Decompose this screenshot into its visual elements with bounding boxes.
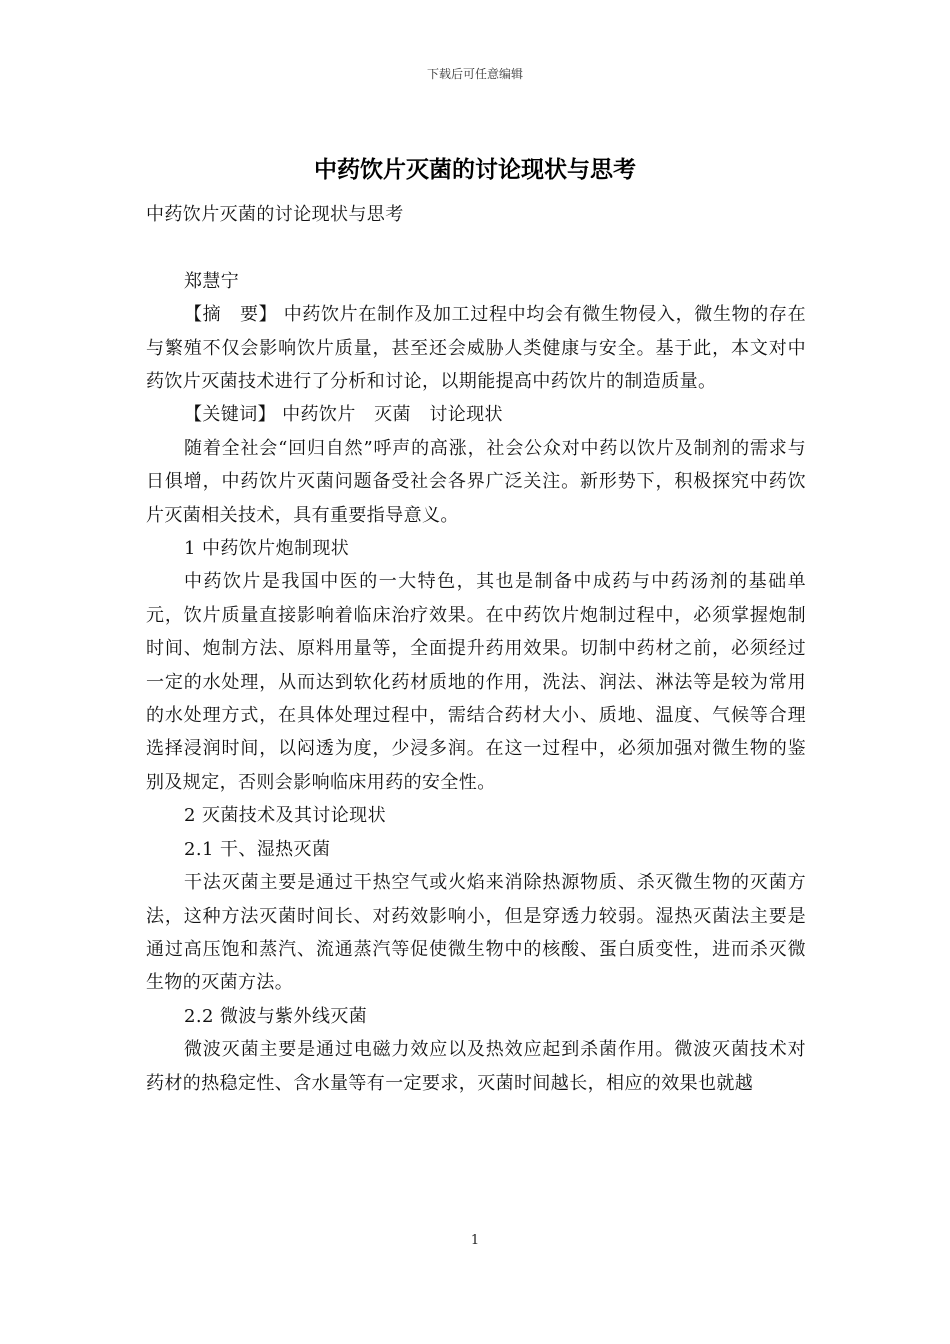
section-2-heading: 2 灭菌技术及其讨论现状 xyxy=(184,805,386,827)
document-body xyxy=(146,198,806,1100)
document-title: 中药饮片灭菌的讨论现状与思考 xyxy=(314,156,636,183)
section-2-2-heading: 2.2 微波与紫外线灭菌 xyxy=(184,1005,368,1027)
keywords-line: 【关键词】 中药饮片 灭菌 讨论现状 xyxy=(184,404,503,426)
section-1-paragraph: 中药饮片是我国中医的一大特色，其也是制备中成药与中药汤剂的基础单元，饮片质量直接影响着临床治疗效果。在中药饮片炮制过程中，必须掌握炮制时间、炮制方法、原料用量等，全面提升药用效果。切制中药材之前，必须经过一定的水处理，从而达到软化药材质地的作用，洗法、润法、淋法等是较为常用的水处理方式，在具体处理过程中，需结合药材大小、质地、温度、气候等合理选择浸润时间，以闷透为度，少浸多润。在这一过程中，必须加强对微生物的鉴别及规定，否则会影响临床用药的安全性。 xyxy=(146,571,806,793)
section-2-2-paragraph: 微波灭菌主要是通过电磁力效应以及热效应起到杀菌作用。微波灭菌技术对药材的热稳定性、含水量等有一定要求，灭菌时间越长，相应的效果也就越 xyxy=(146,1039,806,1094)
intro-paragraph: 随着全社会“回归自然”呼声的高涨，社会公众对中药以饮片及制剂的需求与日俱增，中药饮片灭菌问题备受社会各界广泛关注。新形势下，积极探究中药饮片灭菌相关技术，具有重要指导意义。 xyxy=(146,437,806,526)
section-1-heading: 1 中药饮片炮制现状 xyxy=(184,538,350,560)
author-name: 郑慧宁 xyxy=(184,270,240,292)
header-note: 下载后可任意编辑 xyxy=(426,67,523,81)
page-number: 1 xyxy=(470,1233,480,1248)
abstract-paragraph: 【摘 要】 中药饮片在制作及加工过程中均会有微生物侵入，微生物的存在与繁殖不仅会影响饮片质量，甚至还会威胁人类健康与安全。基于此，本文对中药饮片灭菌技术进行了分析和讨论，以期能提高中药饮片的制造质量。 xyxy=(146,304,806,393)
section-2-1-paragraph: 干法灭菌主要是通过干热空气或火焰来消除热源物质、杀灭微生物的灭菌方法，这种方法灭菌时间长、对药效影响小，但是穿透力较弱。湿热灭菌法主要是通过高压饱和蒸汽、流通蒸汽等促使微生物中的核酸、蛋白质变性，进而杀灭微生物的灭菌方法。 xyxy=(146,872,806,994)
section-2-1-heading: 2.1 干、湿热灭菌 xyxy=(184,838,331,860)
blank-line xyxy=(146,231,806,264)
document-subtitle: 中药饮片灭菌的讨论现状与思考 xyxy=(146,204,404,225)
